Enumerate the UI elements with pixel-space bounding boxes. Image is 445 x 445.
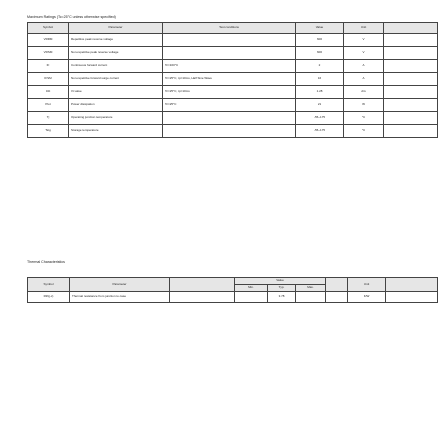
conditions-cell (163, 112, 296, 125)
parameter-cell: Power dissipation (69, 99, 163, 112)
col-typ: Typ. (268, 285, 296, 292)
conditions-cell: Tc=25°C, tp=10ms, Half Sine Wave (163, 73, 296, 86)
value-cell: 600 (296, 34, 344, 47)
unit-cell: A (344, 60, 384, 73)
col-blank (386, 278, 438, 292)
value-cell: 16 (296, 73, 344, 86)
table-row (28, 99, 438, 112)
conditions-cell: Tc=25°C, tp=10ms (163, 86, 296, 99)
col-empty (384, 23, 438, 34)
parameter-cell: Continuous forward current (69, 60, 163, 73)
col-blank (170, 278, 235, 292)
blank-cell (170, 292, 235, 303)
max-ratings-title: Maximum Ratings (Tc=25°C unless otherwise specified) (27, 15, 116, 19)
conditions-cell: Tc=25°C (163, 99, 296, 112)
unit-cell: K/W (348, 292, 386, 303)
unit-cell: V (344, 34, 384, 47)
value-cell: -55~175 (296, 112, 344, 125)
unit-cell: A (344, 73, 384, 86)
conditions-cell (163, 47, 296, 60)
unit-cell: °C (344, 125, 384, 138)
conditions-cell (163, 34, 296, 47)
conditions-cell: Tc=160°C (163, 60, 296, 73)
empty-cell (384, 99, 438, 112)
value-cell: -55~175 (296, 125, 344, 138)
blank-cell (386, 292, 438, 303)
col-parameter: Parameter (69, 23, 163, 34)
empty-cell (384, 112, 438, 125)
col-parameter: Parameter (70, 278, 170, 292)
table-row (28, 73, 438, 86)
col-conditions: Test conditions (163, 23, 296, 34)
table-header-row (28, 23, 438, 34)
symbol-cell: VRSM (28, 47, 69, 60)
parameter-cell: Storage temperature (69, 125, 163, 138)
parameter-cell: Non-repetitive forward surge current (69, 73, 163, 86)
col-unit: Unit (344, 23, 384, 34)
value-cell: 2 (296, 60, 344, 73)
col-value: Value (296, 23, 344, 34)
empty-cell (384, 86, 438, 99)
col-blank (326, 278, 348, 292)
conditions-cell (163, 125, 296, 138)
blank-cell (326, 292, 348, 303)
typ-cell: 3.78 (268, 292, 296, 303)
thermal-table (27, 277, 438, 303)
unit-cell: °C (344, 112, 384, 125)
thermal-title: Thermal Characteristics (27, 260, 65, 264)
col-unit: Unit (348, 278, 386, 292)
symbol-cell: Ptot (28, 99, 69, 112)
value-cell: 1.28 (296, 86, 344, 99)
empty-cell (384, 34, 438, 47)
symbol-cell: Tj (28, 112, 69, 125)
table-header-row (28, 278, 438, 285)
unit-cell: W (344, 99, 384, 112)
col-symbol: Symbol (28, 278, 70, 292)
table-row (28, 34, 438, 47)
max-ratings-table (27, 22, 438, 138)
col-value: Value (235, 278, 326, 285)
col-max: Max. (296, 285, 326, 292)
parameter-cell: I²t value (69, 86, 163, 99)
min-cell (235, 292, 268, 303)
table-row (28, 112, 438, 125)
symbol-cell: Tstg (28, 125, 69, 138)
table-row (28, 125, 438, 138)
max-cell (296, 292, 326, 303)
col-min: Min. (235, 285, 268, 292)
table-row (28, 292, 438, 303)
parameter-cell: Thermal resistance from junction to case (70, 292, 170, 303)
empty-cell (384, 47, 438, 60)
table-row (28, 60, 438, 73)
table-row (28, 86, 438, 99)
symbol-cell: I²dt (28, 86, 69, 99)
empty-cell (384, 60, 438, 73)
empty-cell (384, 125, 438, 138)
parameter-cell: Non-repetitive peak reverse voltage (69, 47, 163, 60)
value-cell: 21 (296, 99, 344, 112)
unit-cell: V (344, 47, 384, 60)
symbol-cell: VRRM (28, 34, 69, 47)
table-row (28, 47, 438, 60)
symbol-cell: Rth(j-c) (28, 292, 70, 303)
empty-cell (384, 73, 438, 86)
unit-cell: A²s (344, 86, 384, 99)
col-symbol: Symbol (28, 23, 69, 34)
parameter-cell: Operating junction temperature (69, 112, 163, 125)
symbol-cell: IF (28, 60, 69, 73)
value-cell: 600 (296, 47, 344, 60)
parameter-cell: Repetitive peak reverse voltage (69, 34, 163, 47)
symbol-cell: IFSM (28, 73, 69, 86)
